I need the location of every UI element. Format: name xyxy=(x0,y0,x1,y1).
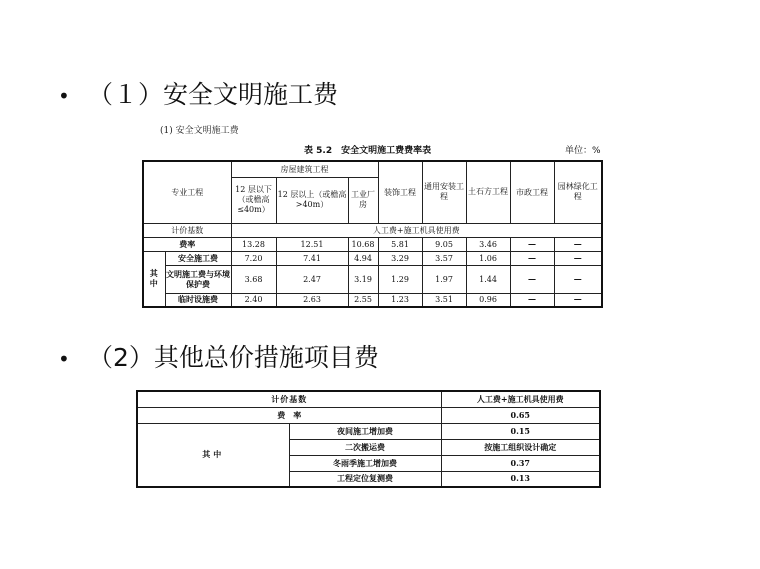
table1-caption: (1) 安全文明施工费 xyxy=(160,126,239,136)
sub-row-value: 3.68 xyxy=(231,265,276,293)
sub-row-value: 0.96 xyxy=(466,293,510,307)
rate-value: 0.65 xyxy=(441,407,600,423)
section2-title: （2）其他总价措施项目费 xyxy=(88,343,379,372)
header-12-above: 12 层以上（或檐高>40m） xyxy=(276,177,348,223)
sub-row-label: 临时设施费 xyxy=(165,293,231,307)
sub-row-value: 按施工组织设计确定 xyxy=(441,439,600,455)
sub-row-value: 0.13 xyxy=(441,471,600,487)
table-row xyxy=(137,423,600,439)
sub-row-value: — xyxy=(554,265,602,293)
rate-value: 5.81 xyxy=(378,237,422,251)
table1-title: 表 5.2 安全文明施工费费率表 xyxy=(304,146,432,156)
header-12-below: 12 层以下（或檐高≤40m） xyxy=(231,177,276,223)
sub-row-value: 1.06 xyxy=(466,251,510,265)
sub-row-value: — xyxy=(554,293,602,307)
section1-heading xyxy=(58,80,338,111)
section2-bullet: • xyxy=(58,347,70,371)
section1-title: （１）安全文明施工费 xyxy=(88,80,339,109)
header-major: 专业工程 xyxy=(143,161,231,223)
sub-row-value: 1.23 xyxy=(378,293,422,307)
sub-row-value: — xyxy=(554,251,602,265)
sub-row-value: 1.44 xyxy=(466,265,510,293)
table1-unit: 单位：% xyxy=(565,146,601,156)
rate-value: — xyxy=(510,237,554,251)
section2-heading xyxy=(58,343,379,374)
rate-value: 13.28 xyxy=(231,237,276,251)
sub-row-value: 0.15 xyxy=(441,423,600,439)
sub-row-value: 3.57 xyxy=(422,251,466,265)
rate-row xyxy=(143,237,602,251)
sub-row-value: 0.37 xyxy=(441,455,600,471)
base-value: 人工费+施工机具使用费 xyxy=(441,391,600,407)
sub-row-value: 1.29 xyxy=(378,265,422,293)
header-factory: 工业厂房 xyxy=(348,177,378,223)
among-label: 其中 xyxy=(143,251,165,307)
sub-row-value: 2.47 xyxy=(276,265,348,293)
base-label: 计价基数 xyxy=(143,223,231,237)
sub-row-value: 1.97 xyxy=(422,265,466,293)
header-building-group: 房屋建筑工程 xyxy=(231,161,378,177)
table-row xyxy=(143,251,602,265)
table-row xyxy=(143,265,602,293)
header-garden: 园林绿化工程 xyxy=(554,161,602,223)
sub-row-value: 2.55 xyxy=(348,293,378,307)
among-label: 其中 xyxy=(137,423,289,487)
sub-row-value: 7.20 xyxy=(231,251,276,265)
sub-row-label: 工程定位复测费 xyxy=(289,471,441,487)
sub-row-label: 安全施工费 xyxy=(165,251,231,265)
sub-row-value: 3.51 xyxy=(422,293,466,307)
sub-row-value: 3.19 xyxy=(348,265,378,293)
sub-row-value: 3.29 xyxy=(378,251,422,265)
sub-row-value: 4.94 xyxy=(348,251,378,265)
rate-value: 3.46 xyxy=(466,237,510,251)
sub-row-value: — xyxy=(510,251,554,265)
rate-label: 费率 xyxy=(143,237,231,251)
sub-row-value: 7.41 xyxy=(276,251,348,265)
sub-row-value: 2.40 xyxy=(231,293,276,307)
sub-row-value: 2.63 xyxy=(276,293,348,307)
header-earthwork: 土石方工程 xyxy=(466,161,510,223)
sub-row-value: — xyxy=(510,293,554,307)
rate-value: 12.51 xyxy=(276,237,348,251)
base-value: 人工费+施工机具使用费 xyxy=(231,223,602,237)
other-measures-fee-table xyxy=(136,390,601,488)
header-municipal: 市政工程 xyxy=(510,161,554,223)
sub-row-label: 夜间施工增加费 xyxy=(289,423,441,439)
sub-row-value: — xyxy=(510,265,554,293)
sub-row-label: 二次搬运费 xyxy=(289,439,441,455)
rate-value: — xyxy=(554,237,602,251)
sub-row-label: 文明施工费与环境保护费 xyxy=(165,265,231,293)
rate-label: 费 率 xyxy=(137,407,441,423)
header-decoration: 装饰工程 xyxy=(378,161,422,223)
sub-row-label: 冬雨季施工增加费 xyxy=(289,455,441,471)
rate-value: 10.68 xyxy=(348,237,378,251)
header-install: 通用安装工程 xyxy=(422,161,466,223)
rate-value: 9.05 xyxy=(422,237,466,251)
section1-bullet: • xyxy=(58,84,70,108)
base-label: 计价基数 xyxy=(137,391,441,407)
table-row xyxy=(143,293,602,307)
safety-fee-rate-table xyxy=(142,160,603,308)
